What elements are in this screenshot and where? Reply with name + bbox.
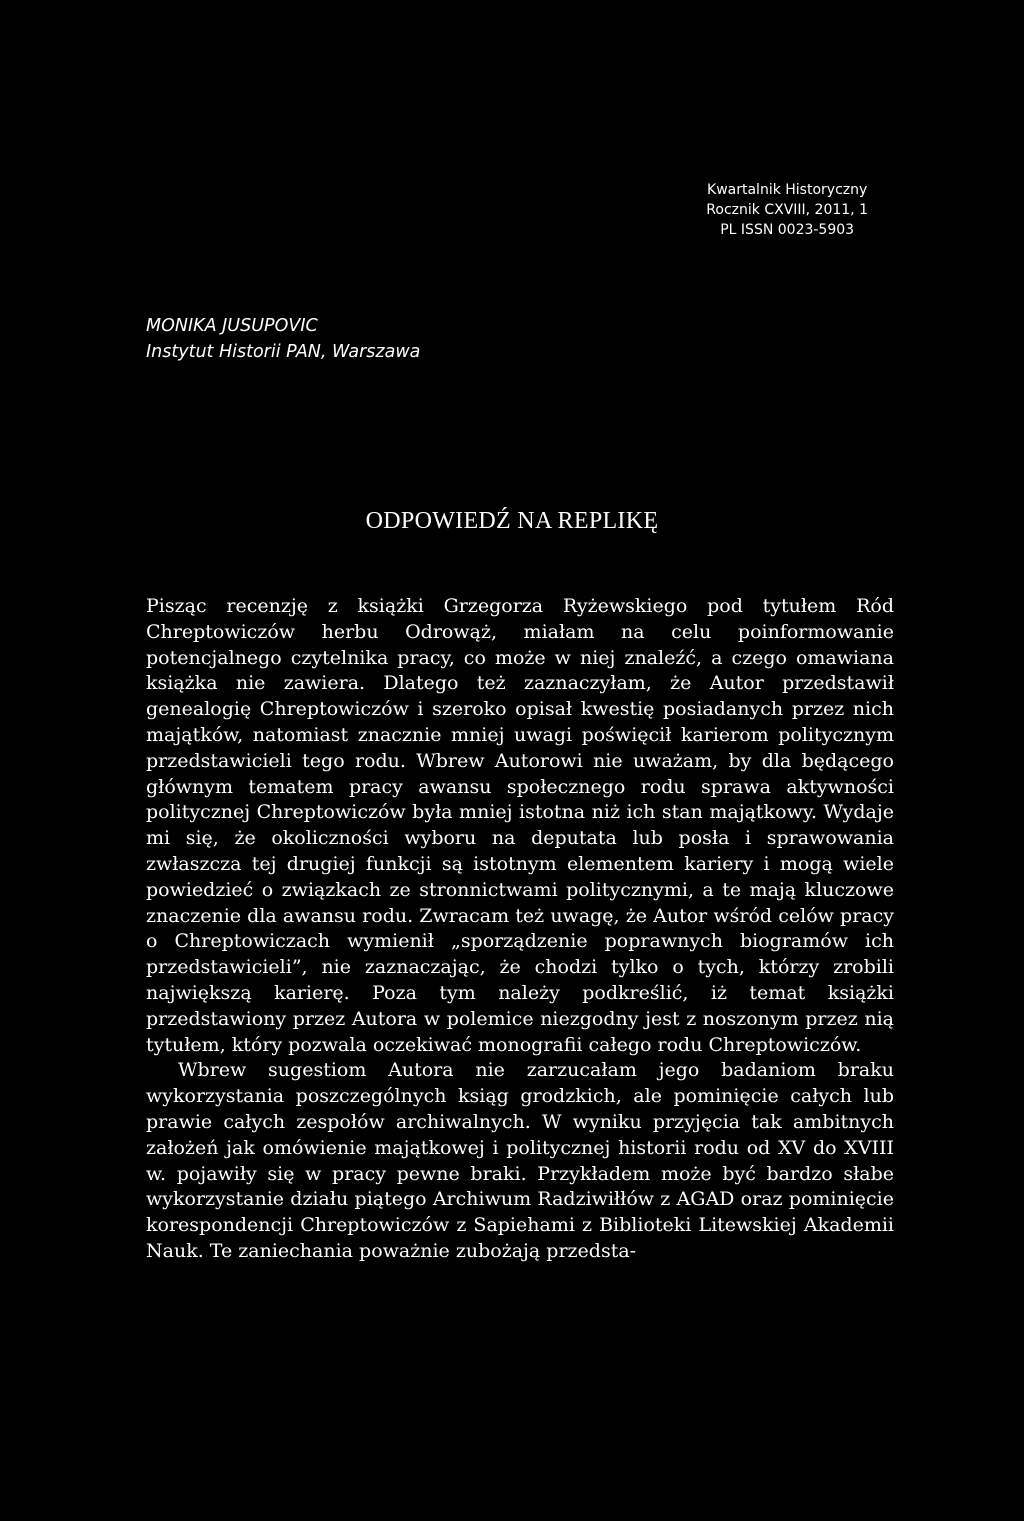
journal-name: Kwartalnik Historyczny [707, 182, 868, 198]
author-affiliation: Instytut Historii PAN, Warszawa [146, 342, 421, 362]
journal-volume: Rocznik CXVIII, 2011, 1 [706, 202, 868, 218]
paragraph-2: Wbrew sugestiom Autora nie zarzucałam jego badaniom braku wykorzystania poszczególnych ksiąg grodzkich, ale pominięcie całych lub prawie całych zespołów archiwalnych. W wyniku przyjęcia tak ambitnych założeń jak omówienie majątkowej i politycznej historii rodu od XV do XVIII w. pojawiły się w pracy pewne braki. Przykładem może być bardzo słabe wykorzystanie działu piątego Archiwum Radziwiłłów z AGAD oraz pominięcie korespondencji Chreptowiczów z Sapiehami z Biblioteki Litewskiej Akademii Nauk. Te zaniechania poważnie zubożają przedsta- [146, 1059, 894, 1262]
author-block [146, 313, 420, 365]
article-body [146, 594, 894, 1265]
journal-issn: PL ISSN 0023-5903 [720, 222, 855, 238]
paragraph-1: Pisząc recenzję z książki Grzegorza Ryżewskiego pod tytułem Ród Chreptowiczów herbu Odrowąż, miałam na celu poinformowanie potencjalnego czytelnika pracy, co może w niej znaleźć, a czego omawiana książka nie zawiera. Dlatego też zaznaczyłam, że Autor przedstawił genealogię Chreptowiczów i szeroko opisał kwestię posiadanych przez nich majątków, natomiast znacznie mniej uwagi poświęcił karierom politycznym przedstawicieli tego rodu. Wbrew Autorowi nie uważam, by dla będącego głównym tematem pracy awansu społecznego rodu sprawa aktywności politycznej Chreptowiczów była mniej istotna niż ich stan majątkowy. Wydaje mi się, że okoliczności wyboru na deputata lub posła i sprawowania zwłaszcza tej drugiej funkcji są istotnym elementem kariery i mogą wiele powiedzieć o związkach ze stronnictwami politycznymi, a te mają kluczowe znaczenie dla awansu rodu. Zwracam też uwagę, że Autor wśród celów pracy o Chreptowiczach wymienił „sporządzenie poprawnych biogramów ich przedstawicieli”, nie zaznaczając, że chodzi tylko o tych, którzy zrobili największą karierę. Poza tym należy podkreślić, iż temat książki przedstawiony przez Autora w polemice niezgodny jest z noszonym przez nią tytułem, który pozwala oczekiwać monografii całego rodu Chreptowiczów. [146, 595, 894, 1056]
author-name: MONIKA JUSUPOVIC [146, 316, 318, 336]
journal-header [706, 180, 868, 240]
article-title: ODPOWIEDŹ NA REPLIKĘ [365, 508, 659, 534]
